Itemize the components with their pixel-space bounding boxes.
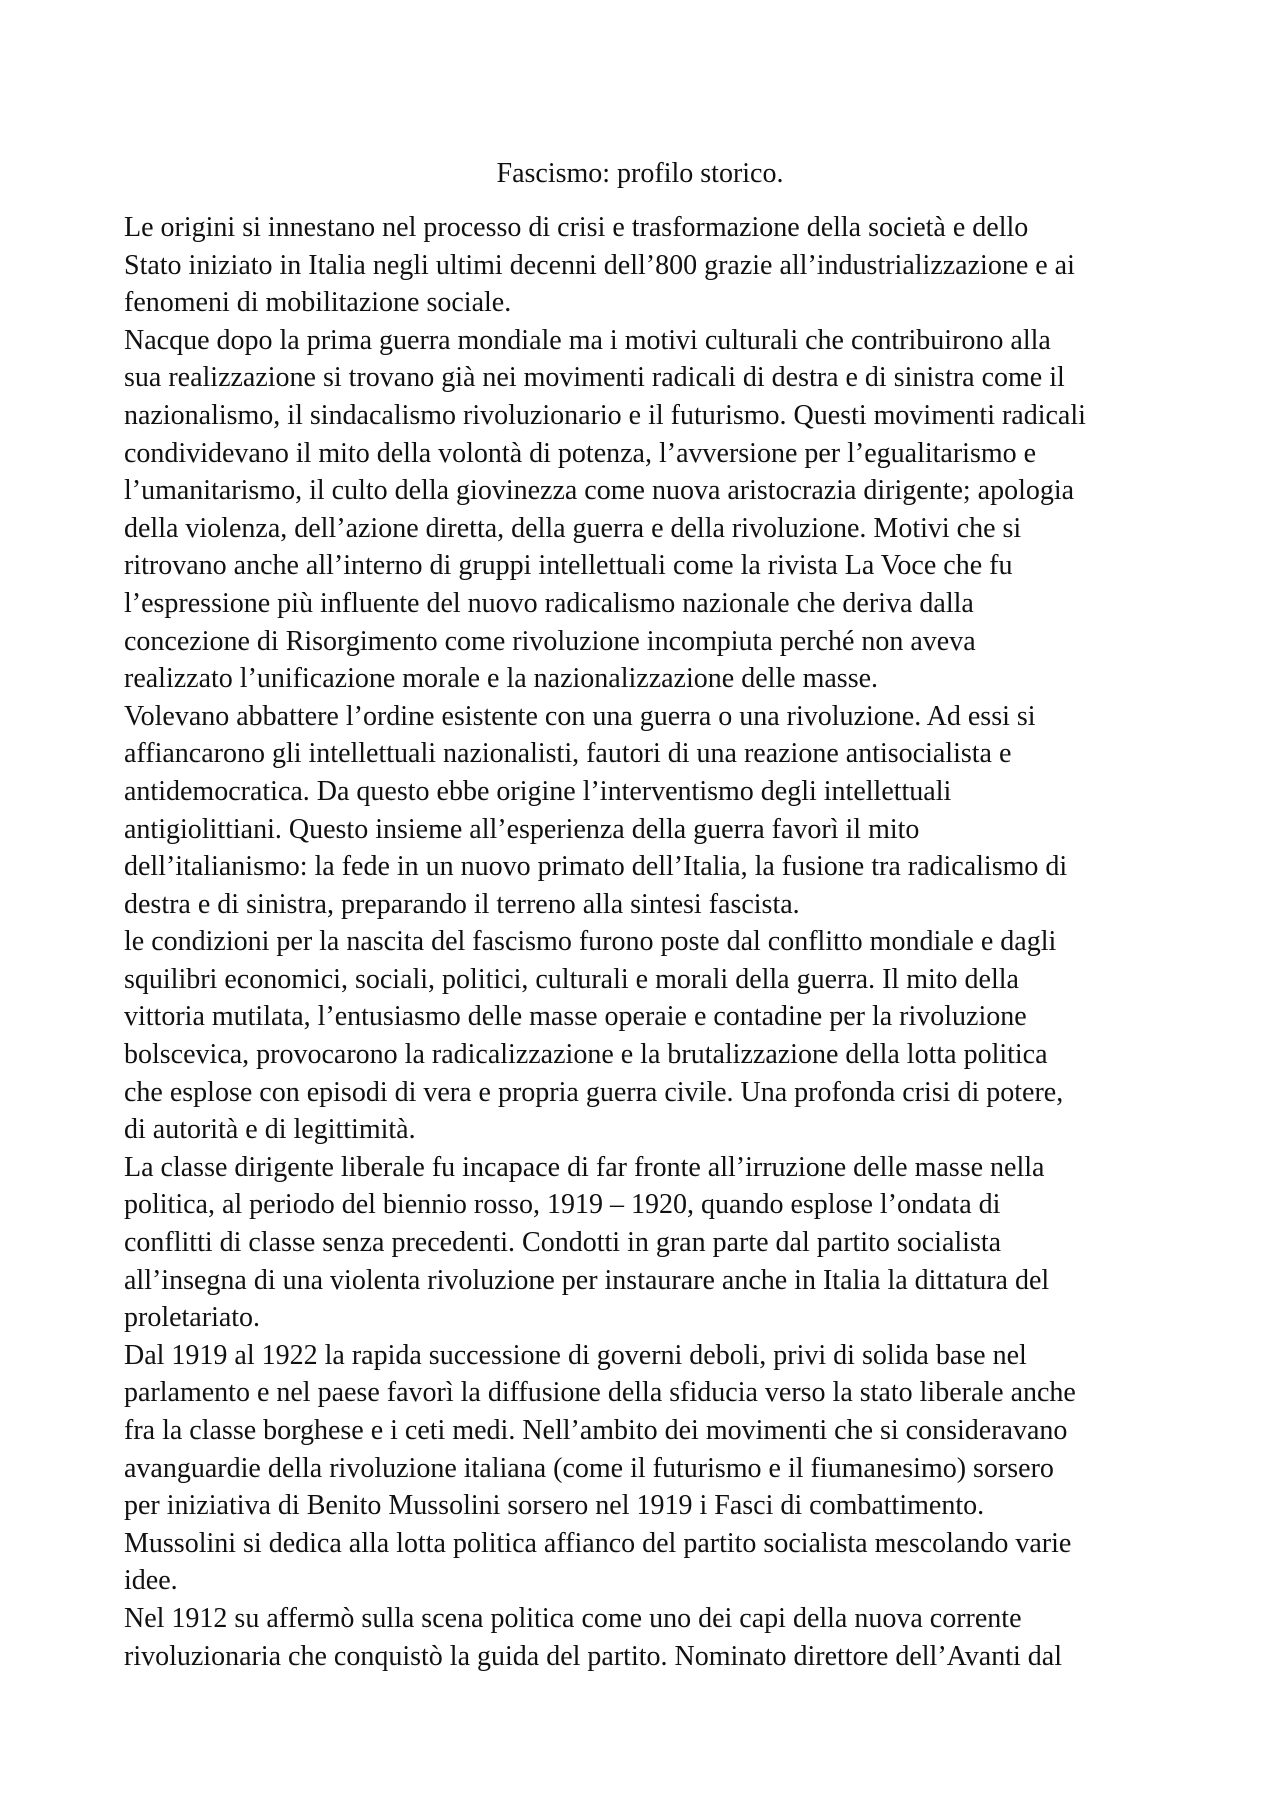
text-line: della violenza, dell’azione diretta, della guerra e della rivoluzione. Motivi che si: [124, 512, 1022, 544]
text-line: affiancarono gli intellettuali nazionalisti, fautori di una reazione antisocialista e: [124, 738, 1012, 770]
text-line: bolscevica, provocarono la radicalizzazione e la brutalizzazione della lotta politica: [124, 1039, 1048, 1071]
text-line: parlamento e nel paese favorì la diffusione della sfiducia verso la stato liberale anche: [124, 1377, 1076, 1409]
text-line: concezione di Risorgimento come rivoluzione incompiuta perché non aveva: [124, 625, 976, 657]
text-line: antidemocratica. Da questo ebbe origine l’interventismo degli intellettuali: [124, 775, 952, 807]
text-line: antigiolittiani. Questo insieme all’esperienza della guerra favorì il mito: [124, 813, 920, 845]
text-line: condividevano il mito della volontà di potenza, l’avversione per l’egualitarismo e: [124, 437, 1037, 469]
text-line: Volevano abbattere l’ordine esistente con una guerra o una rivoluzione. Ad essi si: [124, 700, 1036, 732]
text-line: che esplose con episodi di vera e propria guerra civile. Una profonda crisi di potere,: [124, 1076, 1064, 1108]
text-line: idee.: [124, 1565, 178, 1597]
text-line: proletariato.: [124, 1302, 261, 1334]
text-line: Mussolini si dedica alla lotta politica affianco del partito socialista mescolando varie: [124, 1527, 1072, 1559]
text-line: Le origini si innestano nel processo di crisi e trasformazione della società e dello: [124, 212, 1029, 243]
document-body: [124, 209, 1184, 1675]
text-line: Dal 1919 al 1922 la rapida successione di governi deboli, privi di solida base nel: [124, 1339, 1027, 1371]
text-line: Nacque dopo la prima guerra mondiale ma i motivi culturali che contribuirono alla: [124, 324, 1051, 356]
text-line: politica, al periodo del biennio rosso, 1919 – 1920, quando esplose l’ondata di: [124, 1189, 1001, 1221]
text-line: nazionalismo, il sindacalismo rivoluzionario e il futurismo. Questi movimenti radicali: [124, 399, 1086, 431]
text-line: destra e di sinistra, preparando il terreno alla sintesi fascista.: [124, 888, 800, 920]
text-line: ritrovano anche all’interno di gruppi intellettuali come la rivista La Voce che fu: [124, 550, 1013, 582]
text-line: all’insegna di una violenta rivoluzione per instaurare anche in Italia la dittatura del: [124, 1264, 1050, 1296]
text-line: fenomeni di mobilitazione sociale.: [124, 287, 512, 319]
text-line: le condizioni per la nascita del fascismo furono poste dal conflitto mondiale e dagli: [124, 926, 1057, 958]
text-line: di autorità e di legittimità.: [124, 1114, 416, 1146]
text-line: per iniziativa di Benito Mussolini sorsero nel 1919 i Fasci di combattimento.: [124, 1490, 985, 1522]
text-line: Stato iniziato in Italia negli ultimi decenni dell’800 grazie all’industrializzazione e ai: [124, 249, 1075, 281]
text-line: fra la classe borghese e i ceti medi. Nell’ambito dei movimenti che si consideravano: [124, 1415, 1068, 1446]
text-line: sua realizzazione si trovano già nei movimenti radicali di destra e di sinistra come il: [124, 362, 1065, 394]
document-title: Fascismo: profilo storico.: [496, 158, 784, 189]
text-line: avanguardie della rivoluzione italiana (come il futurismo e il fiumanesimo) sorsero: [124, 1452, 1054, 1484]
text-line: squilibri economici, sociali, politici, culturali e morali della guerra. Il mito della: [124, 963, 1019, 995]
text-line: rivoluzionaria che conquistò la guida del partito. Nominato direttore dell’Avanti dal: [124, 1640, 1062, 1672]
text-line: dell’italianismo: la fede in un nuovo primato dell’Italia, la fusione tra radicalismo di: [124, 851, 1068, 883]
text-line: La classe dirigente liberale fu incapace di far fronte all’irruzione delle masse nella: [124, 1151, 1045, 1183]
text-line: conflitti di classe senza precedenti. Condotti in gran parte dal partito socialista: [124, 1227, 1002, 1259]
text-line: Nel 1912 su affermò sulla scena politica come uno dei capi della nuova corrente: [124, 1602, 1022, 1634]
text-line: realizzato l’unificazione morale e la nazionalizzazione delle masse.: [124, 663, 879, 695]
text-line: l’umanitarismo, il culto della giovinezza come nuova aristocrazia dirigente; apologia: [124, 475, 1075, 507]
text-line: l’espressione più influente del nuovo radicalismo nazionale che deriva dalla: [124, 587, 974, 619]
text-line: vittoria mutilata, l’entusiasmo delle masse operaie e contadine per la rivoluzione: [124, 1001, 1027, 1033]
